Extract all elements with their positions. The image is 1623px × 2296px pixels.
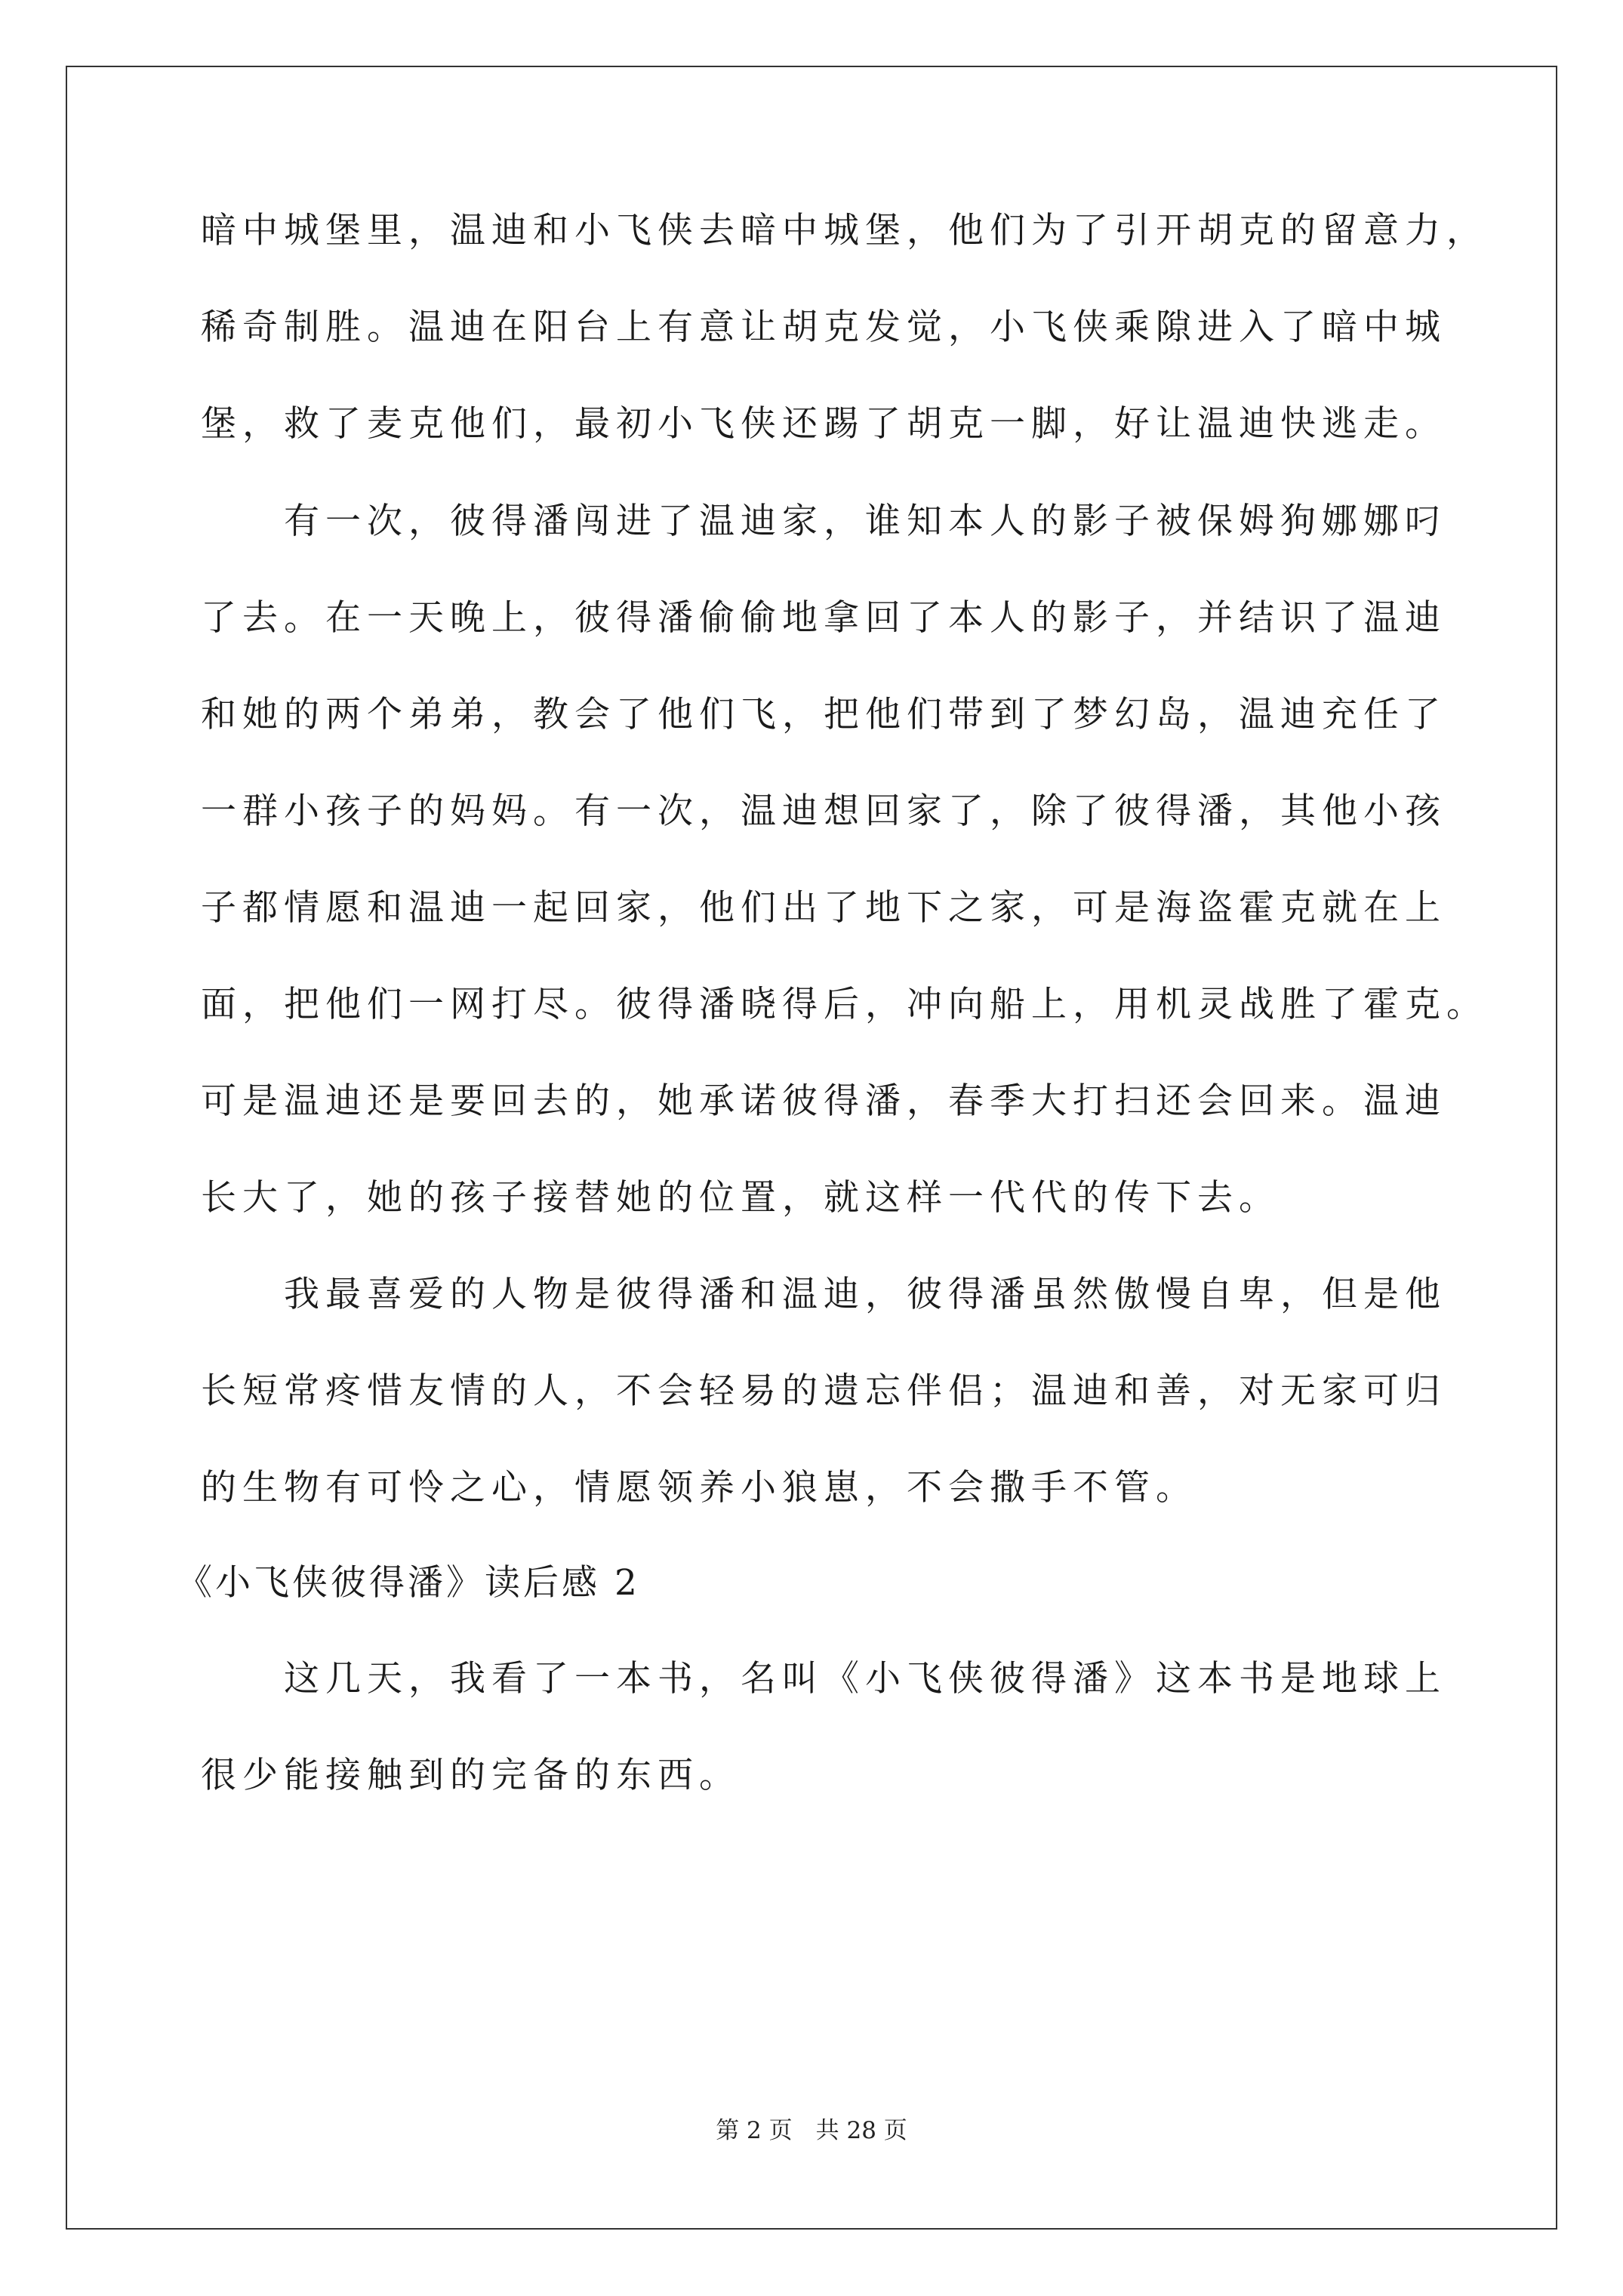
paragraph-line: 长短常疼惜友情的人，不会轻易的遗忘伴侣；温迪和善，对无家可归 bbox=[201, 1370, 1446, 1412]
paragraph-line: 长大了，她的孩子接替她的位置，就这样一代代的传下去。 bbox=[201, 1177, 1280, 1219]
paragraph-line: 可是温迪还是要回去的，她承诺彼得潘，春季大打扫还会回来。温迪 bbox=[201, 1080, 1446, 1122]
paragraph-line: 一群小孩子的妈妈。有一次，温迪想回家了，除了彼得潘，其他小孩 bbox=[201, 791, 1446, 832]
paragraph-line: 面，把他们一网打尽。彼得潘晓得后，冲向船上，用机灵战胜了霍克。 bbox=[201, 984, 1488, 1025]
paragraph-line: 稀奇制胜。温迪在阳台上有意让胡克发觉，小飞侠乘隙进入了暗中城 bbox=[201, 307, 1446, 348]
paragraph-line: 了去。在一天晚上，彼得潘偷偷地拿回了本人的影子，并结识了温迪 bbox=[201, 597, 1446, 639]
paragraph-line: 子都情愿和温迪一起回家，他们出了地下之家，可是海盗霍克就在上 bbox=[201, 887, 1446, 929]
paragraph-line: 这几天，我看了一本书，名叫《小飞侠彼得潘》这本书是地球上 bbox=[284, 1658, 1446, 1700]
paragraph-line: 很少能接触到的完备的东西。 bbox=[201, 1755, 741, 1796]
paragraph-line: 有一次，彼得潘闯进了温迪家，谁知本人的影子被保姆狗娜娜叼 bbox=[284, 501, 1446, 542]
page-number: 第 2 页 共 28 页 bbox=[716, 2117, 907, 2144]
page-border bbox=[66, 66, 1557, 2230]
paragraph-line: 我最喜爱的人物是彼得潘和温迪，彼得潘虽然傲慢自卑，但是他 bbox=[284, 1274, 1446, 1315]
section-heading: 《小飞侠彼得潘》读后感 2 bbox=[177, 1562, 640, 1604]
paragraph-line: 的生物有可怜之心，情愿领养小狼崽，不会撒手不管。 bbox=[201, 1467, 1197, 1509]
paragraph-line: 和她的两个弟弟，教会了他们飞，把他们带到了梦幻岛，温迪充任了 bbox=[201, 694, 1446, 735]
paragraph-line: 暗中城堡里，温迪和小飞侠去暗中城堡，他们为了引开胡克的留意力， bbox=[201, 210, 1488, 251]
paragraph-line: 堡，救了麦克他们，最初小飞侠还踢了胡克一脚，好让温迪快逃走。 bbox=[201, 403, 1446, 445]
